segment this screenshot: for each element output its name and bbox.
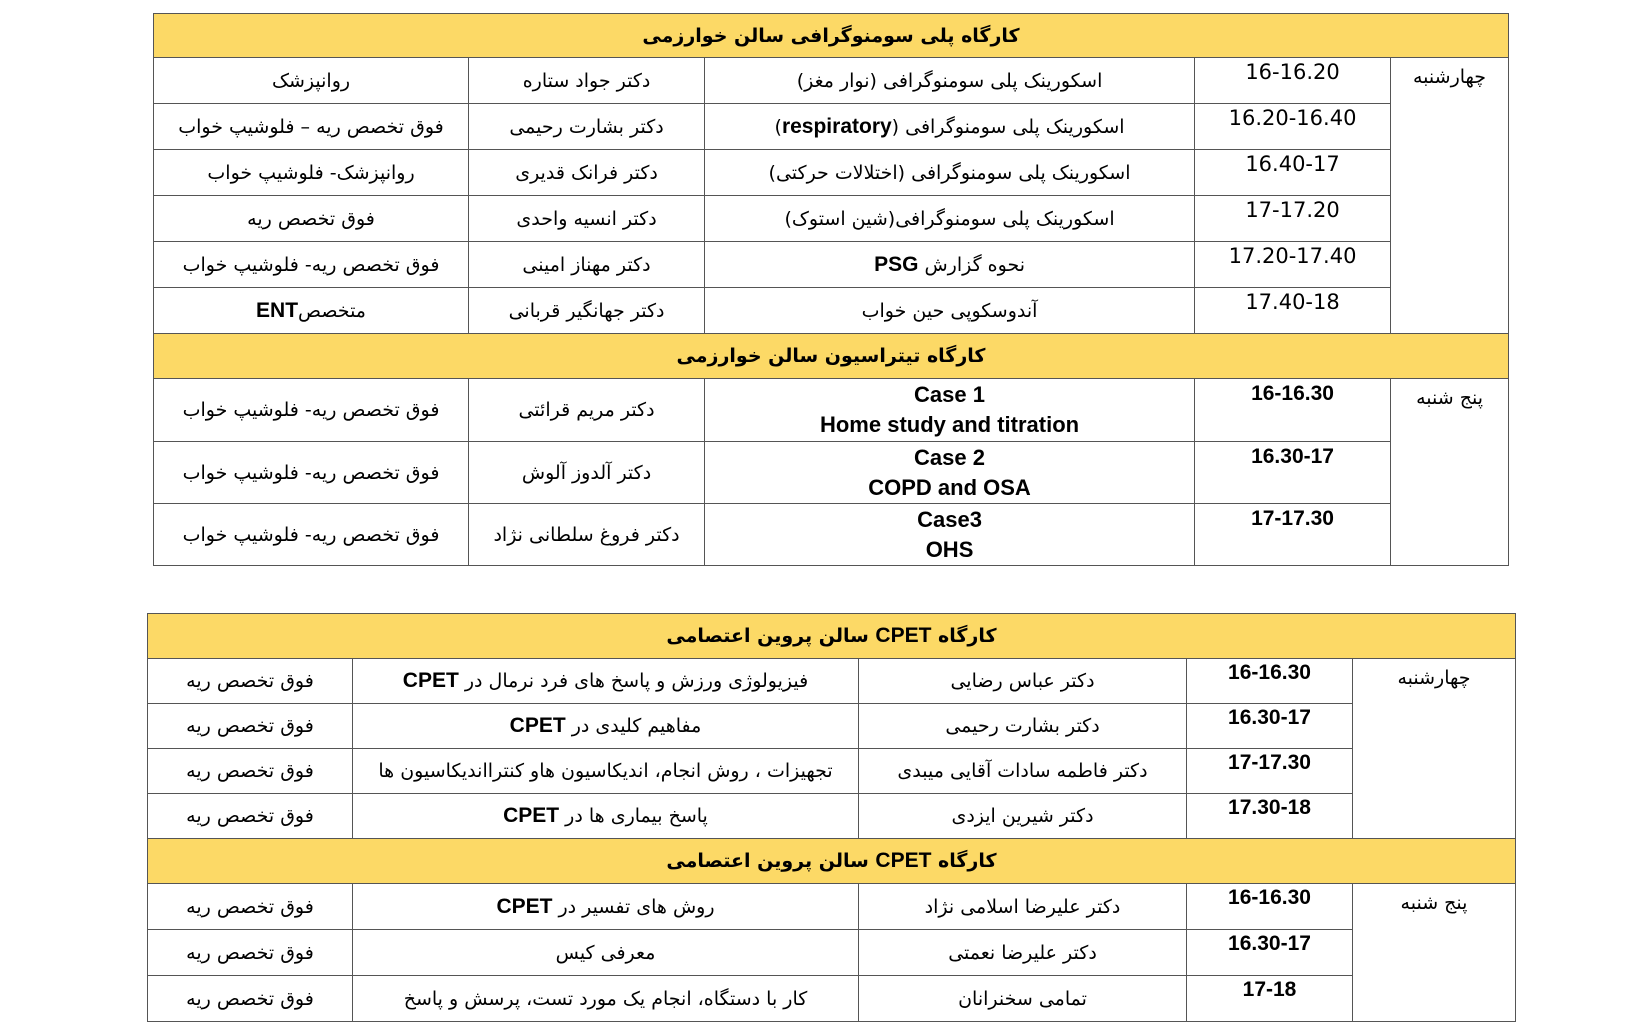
section-header-row <box>148 839 1516 884</box>
topic-cell: معرفی کیس <box>353 930 859 976</box>
case-subtitle: Home study and titration <box>819 412 1080 437</box>
header-en-text: CPET <box>875 624 932 647</box>
speaker-cell: دکتر فرانک قدیری <box>469 150 705 196</box>
time-cell: 16.20-16.40 <box>1195 104 1391 150</box>
section-header-row <box>148 614 1516 659</box>
table-row <box>148 884 1516 930</box>
topic-cell: کار با دستگاه، انجام یک مورد تست، پرسش و پاسخ <box>353 976 859 1022</box>
cpet-schedule-table <box>147 613 1516 1022</box>
time-cell <box>1195 504 1391 566</box>
specialty-cell <box>154 288 469 334</box>
speaker-cell: دکتر مریم قرائتی <box>469 379 705 442</box>
table-row <box>154 196 1509 242</box>
topic-text-end: ) <box>774 115 782 138</box>
topic-cell <box>705 104 1195 150</box>
specialty-cell: روانپزشک <box>154 58 469 104</box>
specialty-cell: فوق تخصص ریه <box>148 930 353 976</box>
case-subtitle: COPD and OSA <box>868 474 1031 500</box>
speaker-cell: دکتر انسیه واحدی <box>469 196 705 242</box>
specialty-cell: فوق تخصص ریه- فلوشیپ خواب <box>154 504 469 566</box>
section-header-row <box>154 14 1509 58</box>
speaker-cell: دکتر علیرضا اسلامی نژاد <box>859 884 1187 930</box>
time-cell: 16.40-17 <box>1195 150 1391 196</box>
specialty-cell: فوق تخصص ریه <box>154 196 469 242</box>
speaker-cell: دکتر جهانگیر قربانی <box>469 288 705 334</box>
speaker-cell: دکتر مهناز امینی <box>469 242 705 288</box>
time-cell: 17.20-17.40 <box>1195 242 1391 288</box>
case-cell <box>705 504 1195 566</box>
case-title: Case3 <box>917 506 982 532</box>
workshop-title-cpet <box>148 614 1516 659</box>
topic-en-text: respiratory <box>781 114 892 138</box>
table-row <box>154 504 1509 566</box>
topic-cell <box>353 884 859 930</box>
specialty-cell: فوق تخصص ریه- فلوشیپ خواب <box>154 242 469 288</box>
topic-text: مفاهیم کلیدی در <box>565 715 702 737</box>
topic-en-text: PSG <box>874 252 919 276</box>
specialty-cell: فوق تخصص ریه <box>148 884 353 930</box>
topic-cell <box>705 242 1195 288</box>
table-row <box>154 104 1509 150</box>
case-cell <box>705 442 1195 504</box>
time-cell: 16.30-17 <box>1187 704 1353 749</box>
topic-cell <box>353 794 859 839</box>
header-en-text: CPET <box>875 849 932 872</box>
table-row <box>148 794 1516 839</box>
topic-text: فیزیولوژی ورزش و پاسخ های فرد نرمال در <box>458 670 809 692</box>
topic-cell: تجهیزات ، روش انجام، اندیکاسیون هاو کنترااندیکاسیون ها <box>353 749 859 794</box>
workshop-title-cpet-2 <box>148 839 1516 884</box>
topic-en-text: CPET <box>402 669 459 692</box>
specialty-cell: فوق تخصص ریه- فلوشیپ خواب <box>154 442 469 504</box>
polysomnography-schedule-table <box>153 13 1509 566</box>
header-text: کارگاه <box>931 625 997 647</box>
speaker-cell: دکتر عباس رضایی <box>859 659 1187 704</box>
section-header-row <box>154 334 1509 379</box>
specialty-cell: فوق تخصص ریه <box>148 749 353 794</box>
time-cell: 16-16.30 <box>1187 659 1353 704</box>
case-title: Case 2 <box>914 444 985 470</box>
speaker-cell: دکتر علیرضا نعمتی <box>859 930 1187 976</box>
specialty-cell: فوق تخصص ریه – فلوشیپ خواب <box>154 104 469 150</box>
time-cell: 17-17.20 <box>1195 196 1391 242</box>
table-row <box>154 242 1509 288</box>
speaker-cell: دکتر فاطمه سادات آقایی میبدی <box>859 749 1187 794</box>
workshop-title-polysomnography: کارگاه پلی سومنوگرافی سالن خوارزمی <box>154 14 1509 58</box>
specialty-cell: روانپزشک- فلوشیپ خواب <box>154 150 469 196</box>
day-label: چهارشنبه <box>1353 659 1516 839</box>
time-cell: 16-16.20 <box>1195 58 1391 104</box>
table-row <box>148 704 1516 749</box>
time-cell: 17-17.30 <box>1187 749 1353 794</box>
topic-en-text: CPET <box>503 804 560 827</box>
speaker-cell: دکتر جواد ستاره <box>469 58 705 104</box>
speaker-cell: دکتر شیرین ایزدی <box>859 794 1187 839</box>
header-text: کارگاه <box>931 850 997 872</box>
table-row <box>154 379 1509 442</box>
specialty-cell: فوق تخصص ریه- فلوشیپ خواب <box>154 379 469 442</box>
time-text: 16-16.30 <box>1251 382 1334 405</box>
topic-cell <box>353 659 859 704</box>
time-cell: 17.40-18 <box>1195 288 1391 334</box>
table-row <box>154 150 1509 196</box>
table-row <box>148 976 1516 1022</box>
table-row <box>148 930 1516 976</box>
topic-text: روش های تفسیر در <box>552 895 715 918</box>
specialty-cell: فوق تخصص ریه <box>148 976 353 1022</box>
specialty-cell: فوق تخصص ریه <box>148 659 353 704</box>
speaker-cell: دکتر بشارت رحیمی <box>859 704 1187 749</box>
time-cell: 17-18 <box>1187 976 1353 1022</box>
time-text: 16.30-17 <box>1251 445 1334 468</box>
topic-cell <box>353 704 859 749</box>
table-row <box>148 659 1516 704</box>
day-label: پنج شنبه <box>1353 884 1516 1022</box>
time-cell <box>1195 379 1391 442</box>
header-text-end: سالن پروین اعتصامی <box>666 850 876 872</box>
time-cell: 17.30-18 <box>1187 794 1353 839</box>
table-row <box>154 58 1509 104</box>
topic-cell: اسکورینک پلی سومنوگرافی (نوار مغز) <box>705 58 1195 104</box>
time-text: 17-17.30 <box>1251 507 1334 530</box>
day-label: پنج شنبه <box>1391 379 1509 566</box>
day-label: چهارشنبه <box>1391 58 1509 334</box>
topic-text: پاسخ بیماری ها در <box>559 805 708 827</box>
topic-text: نحوه گزارش <box>918 253 1025 276</box>
speaker-cell: تمامی سخنرانان <box>859 976 1187 1022</box>
case-subtitle: OHS <box>925 536 974 562</box>
workshop-title-titration: کارگاه تیتراسیون سالن خوارزمی <box>154 334 1509 379</box>
specialty-en-text: ENT <box>256 298 299 322</box>
specialty-cell: فوق تخصص ریه <box>148 704 353 749</box>
case-title: Case 1 <box>914 382 985 407</box>
topic-cell: اسکورینک پلی سومنوگرافی(شین استوک) <box>705 196 1195 242</box>
table-row <box>148 749 1516 794</box>
table-row <box>154 442 1509 504</box>
topic-en-text: CPET <box>509 714 566 737</box>
speaker-cell: دکتر بشارت رحیمی <box>469 104 705 150</box>
speaker-cell: دکتر آلدوز آلوش <box>469 442 705 504</box>
time-cell: 16.30-17 <box>1187 930 1353 976</box>
speaker-cell: دکتر فروغ سلطانی نژاد <box>469 504 705 566</box>
table-row <box>154 288 1509 334</box>
case-cell <box>705 379 1195 442</box>
specialty-cell: فوق تخصص ریه <box>148 794 353 839</box>
topic-en-text: CPET <box>496 894 553 918</box>
topic-cell: آندوسکوپی حین خواب <box>705 288 1195 334</box>
specialty-text: متخصص <box>298 299 366 322</box>
topic-text: اسکورینک پلی سومنوگرافی ( <box>891 115 1125 138</box>
topic-cell: اسکورینک پلی سومنوگرافی (اختلالات حرکتی) <box>705 150 1195 196</box>
header-text-end: سالن پروین اعتصامی <box>666 625 876 647</box>
time-cell <box>1195 442 1391 504</box>
time-cell: 16-16.30 <box>1187 884 1353 930</box>
